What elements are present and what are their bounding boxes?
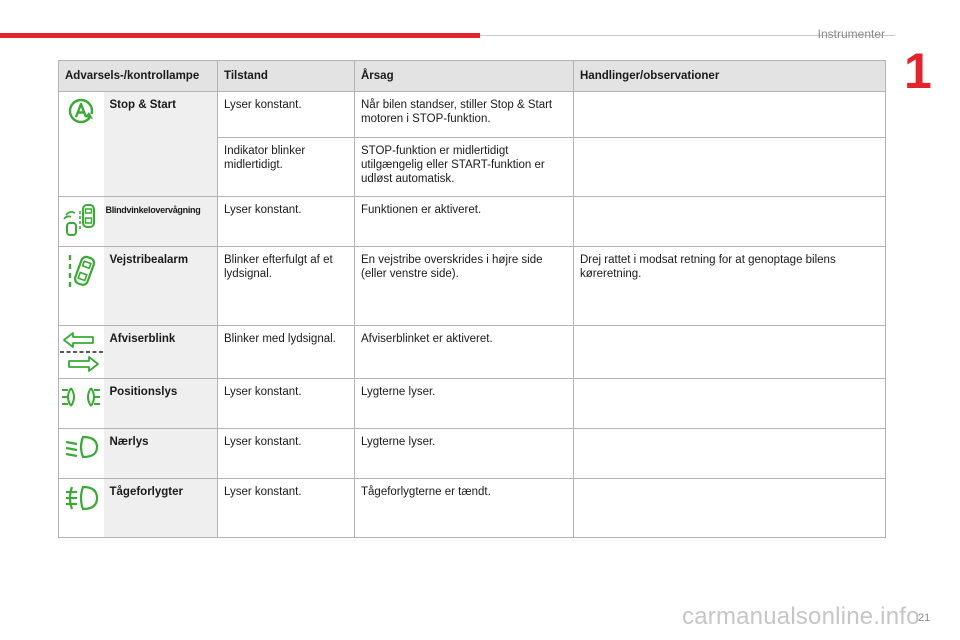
section-title: Instrumenter	[817, 27, 885, 41]
action-cell	[574, 326, 886, 379]
state-cell: Lyser konstant.	[218, 429, 355, 479]
auto-stop-start-icon	[64, 96, 98, 126]
watermark: carmanualsonline.info	[682, 603, 920, 630]
table-row	[59, 92, 886, 138]
cause-cell: STOP-funktion er midlertidigt utilgængelig eller START-funktion er udløst automatisk.	[355, 138, 574, 197]
header-state: Tilstand	[218, 61, 355, 92]
lamp-icon-cell	[59, 247, 104, 326]
front-fog-lamp-icon	[63, 483, 99, 513]
header-lamp: Advarsels-/kontrollampe	[59, 61, 218, 92]
lamp-name: Nærlys	[104, 429, 218, 479]
table-row	[59, 479, 886, 538]
cause-cell: En vejstribe overskrides i højre side (eller venstre side).	[355, 247, 574, 326]
state-cell: Lyser konstant.	[218, 92, 355, 138]
lamp-name: Vejstribealarm	[104, 247, 218, 326]
chapter-red-bar	[0, 33, 480, 38]
chapter-number: 1	[904, 43, 932, 99]
table-row	[59, 326, 886, 379]
low-beam-icon	[63, 433, 99, 461]
lamp-name: Blindvinkelovervågning	[104, 197, 218, 247]
header-cause: Årsag	[355, 61, 574, 92]
lamp-name: Afviserblink	[104, 326, 218, 379]
state-cell: Blinker med lydsignal.	[218, 326, 355, 379]
cause-cell: Funktionen er aktiveret.	[355, 197, 574, 247]
lamp-icon-cell	[59, 326, 104, 379]
page-number: 21	[918, 612, 931, 624]
lamp-name: Tågeforlygter	[104, 479, 218, 538]
table-row	[59, 247, 886, 326]
lamp-name: Positionslys	[104, 379, 218, 429]
action-cell	[574, 479, 886, 538]
action-cell	[574, 138, 886, 197]
action-cell	[574, 92, 886, 138]
table-row	[59, 197, 886, 247]
cause-cell: Afviserblinket er aktiveret.	[355, 326, 574, 379]
state-cell: Lyser konstant.	[218, 197, 355, 247]
lamp-icon-cell	[59, 479, 104, 538]
state-cell: Indikator blinker midlertidigt.	[218, 138, 355, 197]
state-cell: Lyser konstant.	[218, 479, 355, 538]
position-lights-icon	[60, 383, 102, 411]
table-header-row	[59, 61, 886, 92]
action-cell	[574, 197, 886, 247]
table-row	[59, 379, 886, 429]
state-cell: Lyser konstant.	[218, 379, 355, 429]
header-action: Handlinger/observationer	[574, 61, 886, 92]
lamp-name: Stop & Start	[104, 92, 218, 197]
action-cell: Drej rattet i modsat retning for at genoptage bilens køreretning.	[574, 247, 886, 326]
cause-cell: Lygterne lyser.	[355, 379, 574, 429]
warning-lamps-table	[58, 60, 886, 538]
table-row	[59, 429, 886, 479]
cause-cell: Når bilen standser, stiller Stop & Start motoren i STOP-funktion.	[355, 92, 574, 138]
action-cell	[574, 429, 886, 479]
lane-departure-warning-icon	[63, 251, 99, 293]
action-cell	[574, 379, 886, 429]
lamp-icon-cell	[59, 197, 104, 247]
lamp-icon-cell	[59, 429, 104, 479]
state-cell: Blinker efterfulgt af et lydsignal.	[218, 247, 355, 326]
lamp-icon-cell	[59, 379, 104, 429]
cause-cell: Lygterne lyser.	[355, 429, 574, 479]
lamp-icon-cell	[59, 92, 104, 197]
cause-cell: Tågeforlygterne er tændt.	[355, 479, 574, 538]
blind-spot-monitoring-icon	[61, 201, 101, 239]
turn-signal-arrows-icon	[59, 330, 103, 374]
